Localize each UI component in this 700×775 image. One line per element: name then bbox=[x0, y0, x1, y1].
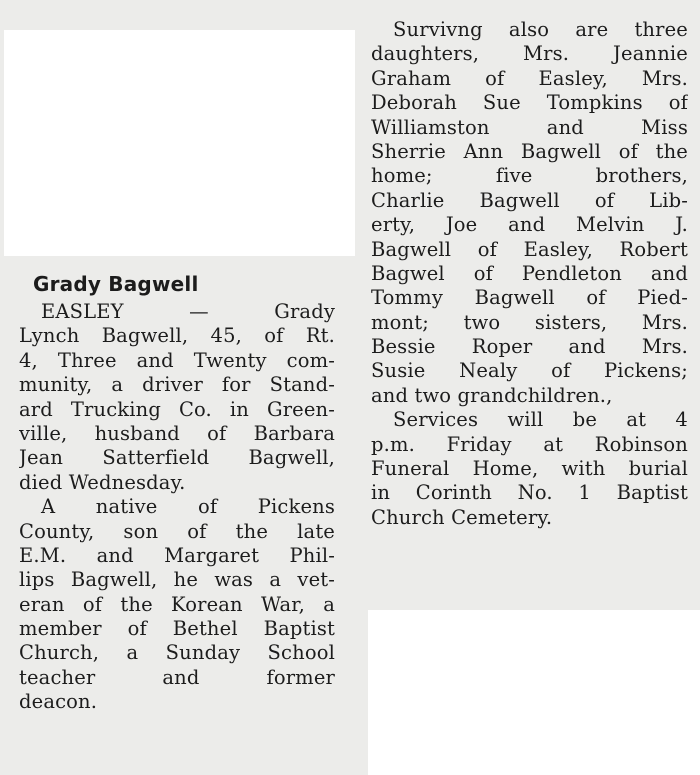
text-line: lips Bagwell, he was a vet- bbox=[19, 568, 335, 592]
text-line: Funeral Home, with burial bbox=[371, 457, 688, 481]
text-line: Lynch Bagwell, 45, of Rt. bbox=[19, 324, 335, 348]
obituary-column-left bbox=[19, 270, 335, 715]
text-line: and two grandchildren., bbox=[371, 383, 613, 407]
text-line: home; five brothers, bbox=[371, 164, 688, 188]
text-line: Bessie Roper and Mrs. bbox=[371, 335, 688, 359]
text-line: ard Trucking Co. in Green- bbox=[19, 397, 335, 421]
text-line: p.m. Friday at Robinson bbox=[371, 432, 688, 456]
text-line: County, son of the late bbox=[19, 519, 335, 543]
obituary-headline: Grady Bagwell bbox=[33, 272, 199, 296]
text-line: deacon. bbox=[19, 690, 98, 714]
obituary-column-right bbox=[371, 18, 688, 530]
text-line: daughters, Mrs. Jeannie bbox=[371, 42, 688, 66]
text-line: Church Cemetery. bbox=[371, 505, 553, 529]
text-line: Tommy Bagwell of Pied- bbox=[371, 286, 688, 310]
text-line: teacher and former bbox=[19, 665, 335, 689]
text-line: EASLEY — Grady bbox=[41, 300, 335, 323]
text-line: Susie Nealy of Pickens; bbox=[371, 359, 688, 383]
text-line: in Corinth No. 1 Baptist bbox=[371, 481, 688, 505]
text-line: erty, Joe and Melvin J. bbox=[371, 213, 688, 237]
text-line: mont; two sisters, Mrs. bbox=[371, 310, 688, 334]
text-line: Williamston and Miss bbox=[371, 115, 688, 139]
text-line: member of Bethel Baptist bbox=[19, 617, 335, 641]
text-line: A native of Pickens bbox=[41, 495, 335, 519]
text-line: munity, a driver for Stand- bbox=[19, 373, 335, 397]
text-line: Church, a Sunday School bbox=[19, 641, 335, 665]
text-line: Bagwell of Easley, Robert bbox=[371, 237, 688, 261]
text-line: Survivng also are three bbox=[393, 18, 688, 41]
text-line: Deborah Sue Tompkins of bbox=[371, 91, 688, 115]
text-line: Services will be at 4 bbox=[393, 408, 688, 432]
text-line: Bagwel of Pendleton and bbox=[371, 261, 688, 285]
text-line: died Wednesday. bbox=[19, 470, 186, 494]
text-line: Graham of Easley, Mrs. bbox=[371, 66, 688, 90]
text-line: eran of the Korean War, a bbox=[19, 592, 335, 616]
text-line: Charlie Bagwell of Lib- bbox=[371, 188, 688, 212]
text-line: Jean Satterfield Bagwell, bbox=[19, 446, 335, 470]
text-line: E.M. and Margaret Phil- bbox=[19, 543, 335, 567]
blank-photo-area bbox=[4, 30, 353, 256]
text-line: Sherrie Ann Bagwell of the bbox=[371, 139, 688, 163]
text-line: ville, husband of Barbara bbox=[19, 421, 335, 445]
newsprint-background-top bbox=[0, 0, 355, 30]
text-line: 4, Three and Twenty com- bbox=[19, 348, 335, 372]
